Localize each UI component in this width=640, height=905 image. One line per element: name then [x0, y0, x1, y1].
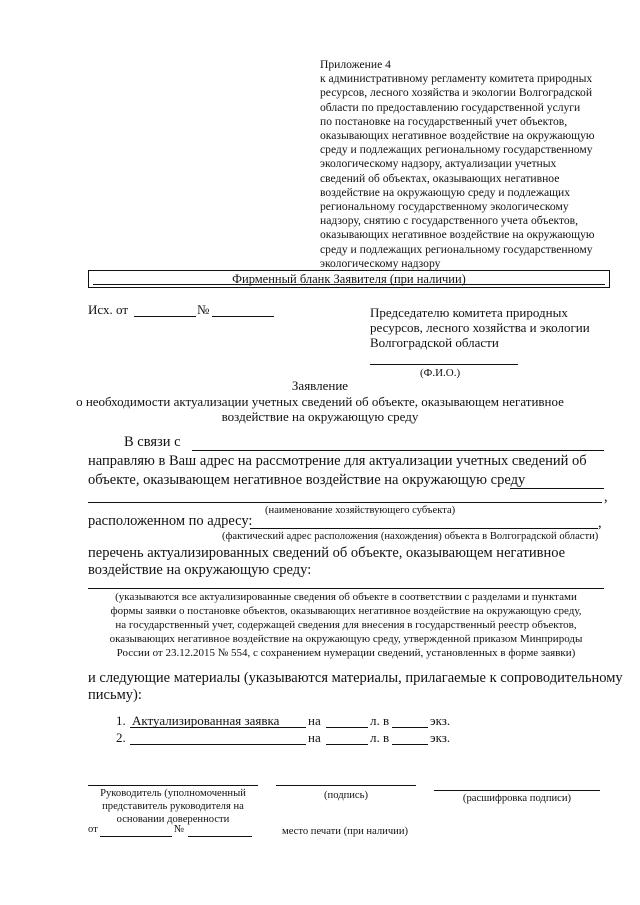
attachment-sheets-field[interactable]: [326, 727, 368, 728]
object-field[interactable]: [510, 488, 604, 489]
appendix-line: воздействие на окружающую среду и подлежащих: [320, 185, 571, 199]
list-line-2: воздействие на окружающую среду:: [88, 562, 312, 578]
signature-field[interactable]: [276, 785, 416, 786]
attachment-sheets-label: л. в: [370, 730, 390, 745]
appendix-line: региональному государственному экологическому: [320, 200, 569, 214]
fio-caption: (Ф.И.О.): [420, 367, 461, 379]
note-line: формы заявки о постановке объектов, оказывающих негативное воздействие на окружающую среду,: [110, 605, 582, 617]
address-comma: ,: [598, 515, 602, 531]
doa-date-field[interactable]: [100, 836, 172, 837]
attachment-name-field[interactable]: [130, 744, 306, 745]
note-line: оказывающих негативное воздействие на окружающую среду, утвержденной приказом Минприроды: [109, 633, 583, 645]
doa-number-field[interactable]: [188, 836, 252, 837]
signature-caption: (подпись): [324, 790, 368, 801]
letterhead-label: Фирменный бланк Заявителя (при наличии): [232, 272, 466, 286]
statement-subtitle-line: о необходимости актуализации учетных сведений об объекте, оказывающем негативное: [76, 394, 564, 409]
attachment-num: 1.: [116, 713, 126, 728]
decode-field[interactable]: [434, 790, 600, 791]
letterhead-underline: [93, 284, 605, 285]
attachment-copies-field[interactable]: [392, 727, 428, 728]
note-line: России от 23.12.2015 № 554, с сохранением нумерации сведений, установленных в форме заявки): [116, 647, 576, 659]
note-line: (указываются все актуализированные сведения об объекте в соответствии с разделами и пунктами: [115, 591, 577, 603]
attachment-copies-label: экз.: [430, 730, 451, 745]
in-connection-label: В связи с: [124, 434, 181, 450]
address-caption: (фактический адрес расположения (нахождения) объекта в Волгоградской области): [222, 531, 599, 542]
attachment-copies-field[interactable]: [392, 744, 428, 745]
note-line: на государственный учет, содержащей сведения для внесения в государственный реестр объектов,: [115, 619, 577, 631]
appendix-line: экологическому надзору: [320, 256, 441, 270]
appendix-line: области по предоставлению государственной услуги: [320, 100, 581, 114]
located-at-label: расположенном по адресу:: [88, 513, 253, 529]
head-caption-line: основании доверенности: [116, 814, 230, 825]
entity-comma: ,: [604, 489, 608, 505]
letterhead-box: [88, 270, 610, 288]
materials-line-2: письму):: [88, 687, 142, 703]
send-line-2: объекте, оказывающем негативное воздействие на окружающую среду: [88, 472, 526, 488]
doa-number-sign: №: [174, 824, 185, 835]
attachment-on: на: [308, 713, 321, 728]
from-label: от: [88, 824, 98, 835]
entity-caption: (наименование хозяйствующего субъекта): [265, 505, 456, 516]
statement-subtitle-line: воздействие на окружающую среду: [221, 409, 419, 424]
entity-name-field[interactable]: [88, 502, 602, 503]
addressee-fio-field[interactable]: [370, 364, 518, 365]
appendix-line: оказывающих негативное воздействие на окружающую: [320, 129, 595, 143]
details-field[interactable]: [88, 588, 604, 589]
address-field[interactable]: [250, 528, 598, 529]
appendix-line: по постановке на государственный учет объектов,: [320, 114, 568, 128]
list-line-1: перечень актуализированных сведений об объекте, оказывающем негативное: [88, 545, 566, 561]
addressee-line: Председателю комитета природных: [370, 305, 568, 320]
appendix-title: Приложение 4: [320, 58, 391, 71]
attachment-sheets-label: л. в: [370, 713, 390, 728]
materials-line-1: и следующие материалы (указываются материалы, прилагаемые к сопроводительному: [88, 670, 623, 686]
addressee-line: Волгоградской области: [370, 335, 499, 350]
attachment-copies-label: экз.: [430, 713, 451, 728]
appendix-line: оказывающих негативное воздействие на окружающую: [320, 228, 595, 242]
appendix-line: сведений об объектах, оказывающих негативное: [320, 171, 560, 185]
appendix-line: к административному регламенту комитета природных: [320, 72, 593, 86]
outgoing-number-field[interactable]: [212, 316, 274, 317]
head-caption-line: представитель руководителя на: [102, 801, 244, 812]
statement-title: Заявление: [291, 378, 349, 393]
appendix-line: среду и подлежащих региональному государственному: [320, 242, 593, 256]
appendix-line: экологическому надзору, актуализации учетных: [320, 157, 557, 171]
attachment-num: 2.: [116, 730, 126, 745]
attachment-name: Актуализированная заявка: [132, 713, 280, 728]
outgoing-date-field[interactable]: [134, 316, 196, 317]
head-caption-line: Руководитель (уполномоченный: [100, 788, 246, 799]
decode-caption: (расшифровка подписи): [462, 793, 572, 804]
send-line-1: [88, 453, 606, 470]
reason-field[interactable]: [192, 450, 604, 451]
head-line-field[interactable]: [88, 785, 258, 786]
stamp-label: место печати (при наличии): [282, 826, 409, 837]
appendix-line: надзору, снятию с государственного учета объектов,: [320, 214, 579, 228]
appendix-line: ресурсов, лесного хозяйства и экологии Волгоградской: [320, 86, 593, 100]
send-line-1-text: направляю в Ваш адрес на рассмотрение для актуализации учетных сведений об: [88, 453, 587, 469]
attachment-name-field[interactable]: [130, 727, 306, 728]
appendix-line: среду и подлежащих региональному государственному: [320, 143, 593, 157]
appendix-block: [320, 58, 620, 271]
outgoing-prefix: Исх. от: [88, 302, 128, 317]
addressee-line: ресурсов, лесного хозяйства и экологии: [370, 320, 590, 335]
attachment-on: на: [308, 730, 321, 745]
attachment-sheets-field[interactable]: [326, 744, 368, 745]
outgoing-number-sign: №: [197, 302, 210, 317]
